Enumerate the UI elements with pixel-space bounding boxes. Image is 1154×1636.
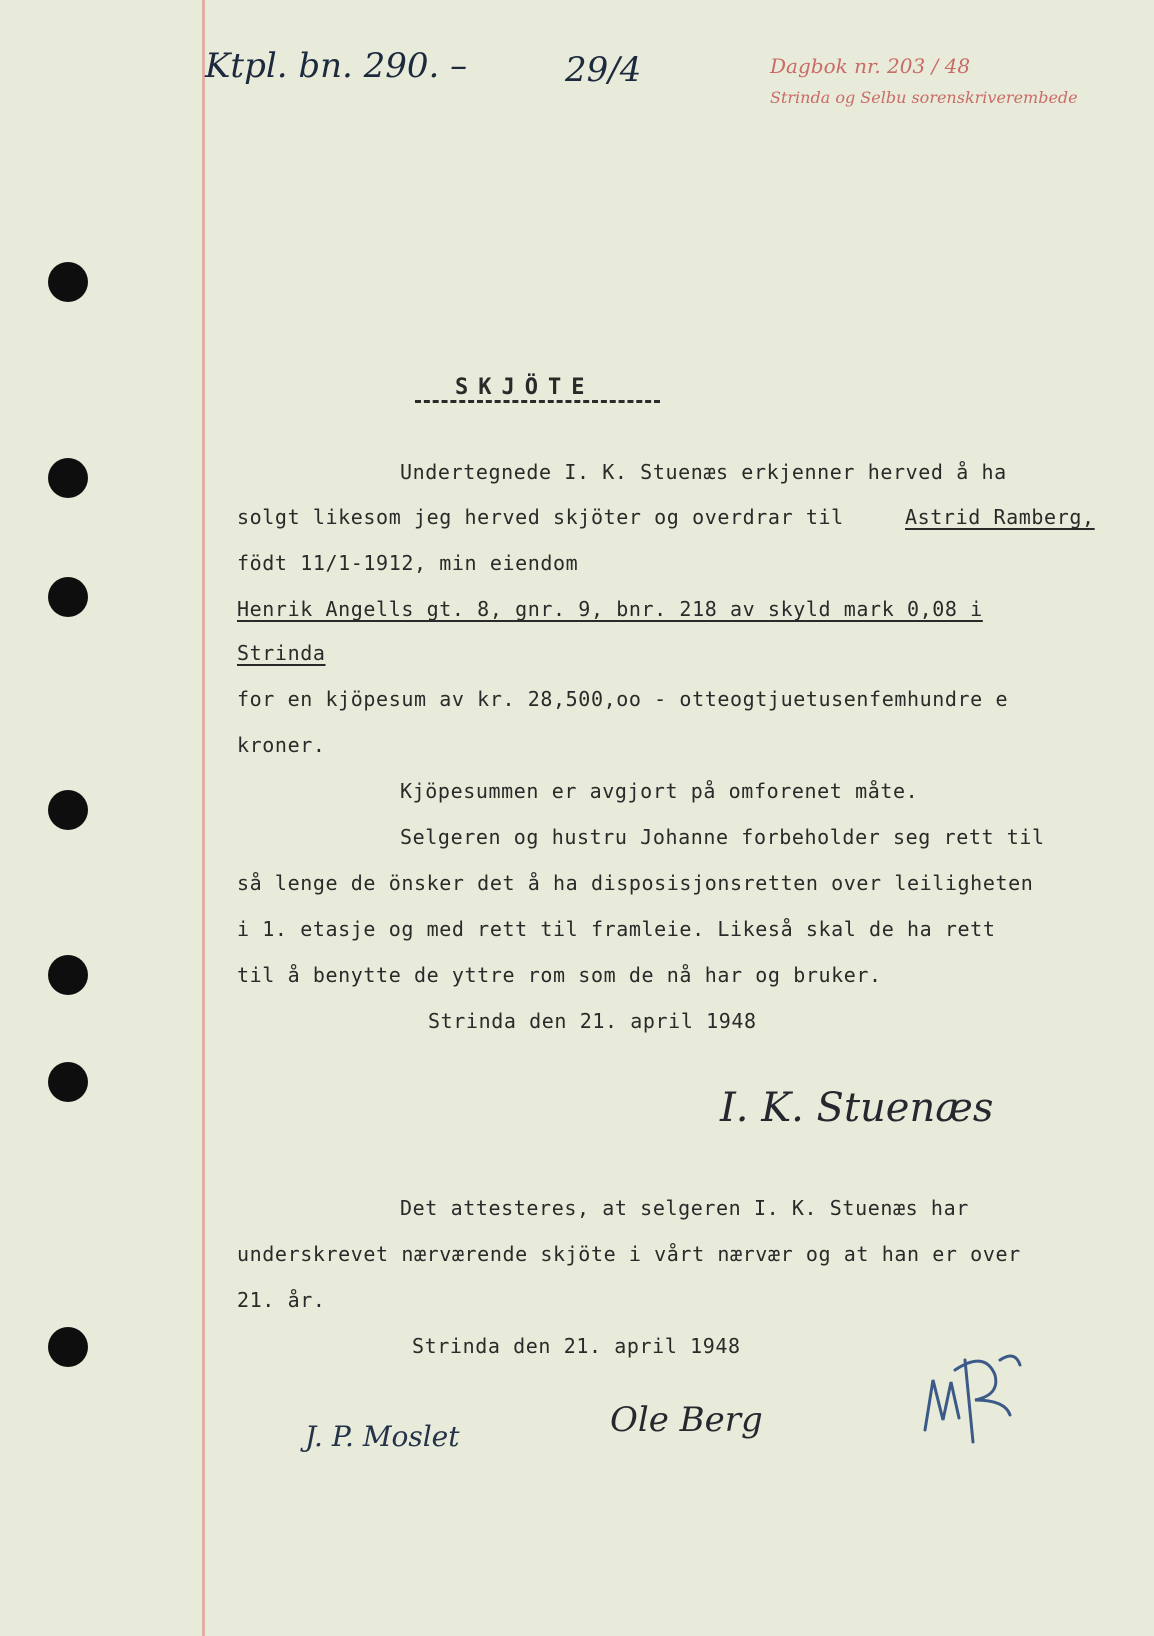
body-line: for en kjöpesum av kr. 28,500,oo - otteogtjuetusenfemhundre e bbox=[237, 687, 1009, 711]
body-line: til å benytte de yttre rom som de nå har og bruker. bbox=[237, 963, 882, 987]
handwritten-date: 29/4 bbox=[565, 50, 642, 90]
title-underline bbox=[415, 400, 660, 403]
body-line: kroner. bbox=[237, 733, 326, 757]
body-line: Undertegnede I. K. Stuenæs erkjenner herved å ha bbox=[400, 460, 1007, 484]
body-line: Selgeren og hustru Johanne forbeholder seg rett til bbox=[400, 825, 1045, 849]
initials-mark bbox=[915, 1320, 1025, 1450]
witness-signature-2: Ole Berg bbox=[610, 1400, 763, 1440]
body-line: solgt likesom jeg herved skjöter og overdrar til bbox=[237, 505, 844, 529]
punch-hole bbox=[48, 955, 88, 995]
body-line: födt 11/1-1912, min eiendom bbox=[237, 551, 579, 575]
place-date: Strinda den 21. april 1948 bbox=[428, 1009, 757, 1033]
attest-line: Det attesteres, at selgeren I. K. Stuenæs har bbox=[400, 1196, 969, 1220]
body-line: Kjöpesummen er avgjort på omforenet måte. bbox=[400, 779, 919, 803]
margin-line bbox=[202, 0, 205, 1636]
seller-signature: I. K. Stuenæs bbox=[720, 1085, 994, 1131]
witness-signature-1: J. P. Moslet bbox=[305, 1420, 460, 1453]
punch-hole bbox=[48, 577, 88, 617]
registry-stamp-line2: Strinda og Selbu sorenskriverembede bbox=[770, 88, 1078, 107]
punch-hole bbox=[48, 790, 88, 830]
punch-hole bbox=[48, 1062, 88, 1102]
registry-stamp-line1: Dagbok nr. 203 / 48 bbox=[770, 54, 971, 78]
body-line: så lenge de önsker det å ha disposisjonsretten over leiligheten bbox=[237, 871, 1034, 895]
attest-line: underskrevet nærværende skjöte i vårt nærvær og at han er over bbox=[237, 1242, 1021, 1266]
buyer-name: Astrid Ramberg, bbox=[905, 505, 1095, 529]
property-description: Henrik Angells gt. 8, gnr. 9, bnr. 218 av skyld mark 0,08 i bbox=[237, 597, 983, 621]
attest-line: 21. år. bbox=[237, 1288, 326, 1312]
document-title: SKJÖTE bbox=[455, 375, 595, 400]
punch-hole bbox=[48, 262, 88, 302]
punch-hole bbox=[48, 1327, 88, 1367]
attest-place-date: Strinda den 21. april 1948 bbox=[412, 1334, 741, 1358]
body-line: i 1. etasje og med rett til framleie. Likeså skal de ha rett bbox=[237, 917, 996, 941]
punch-hole bbox=[48, 458, 88, 498]
property-municipality: Strinda bbox=[237, 641, 326, 665]
handwritten-reference: Ktpl. bn. 290. – bbox=[205, 46, 468, 86]
